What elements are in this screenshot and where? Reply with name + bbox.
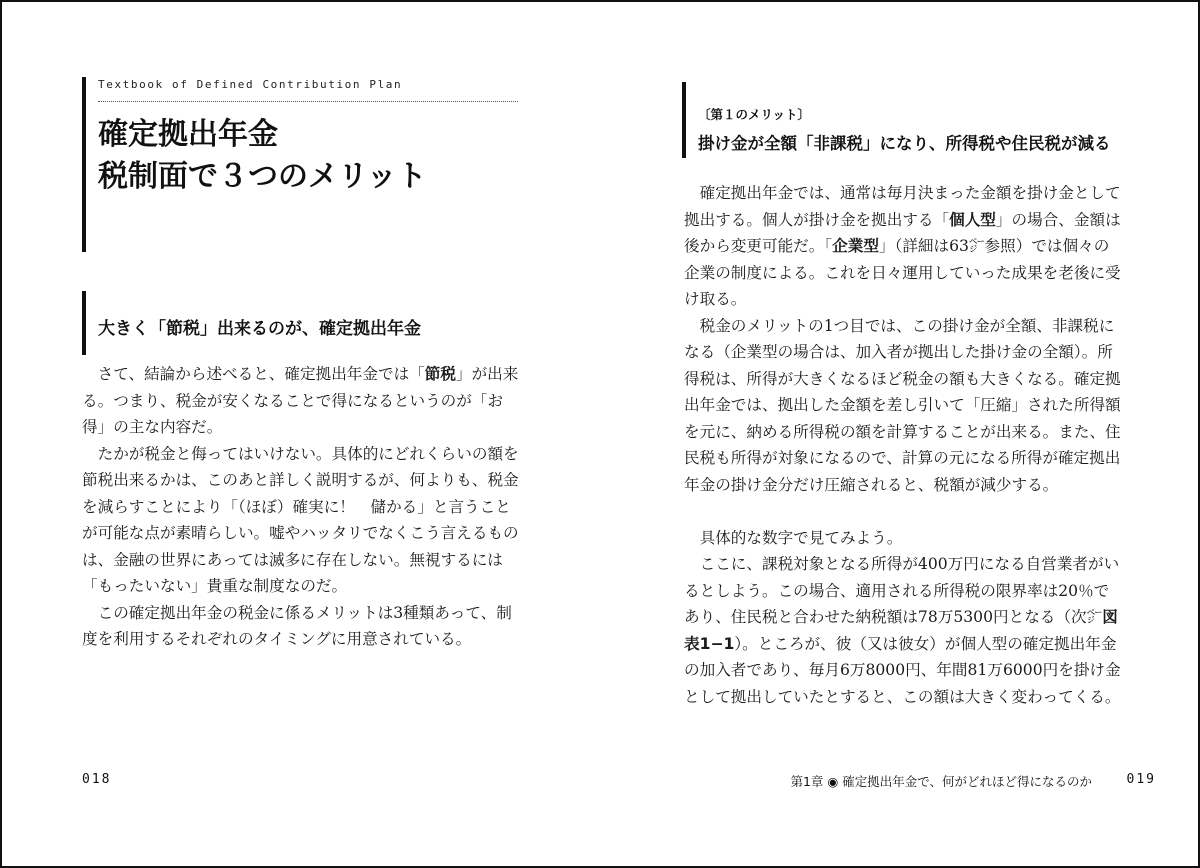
text-line <box>82 388 522 415</box>
text-run: が可能な点が素晴らしい。嘘やハッタリでなくこう言えるもの <box>82 524 519 542</box>
chapter-title-line-1: 確定拠出年金 <box>98 117 278 152</box>
text-run: この確定拠出年金の税金に係るメリットは3種類あって、制 <box>82 603 512 622</box>
text-line <box>684 366 1124 393</box>
page-number: 018 <box>82 772 112 787</box>
text-run: として拠出していたとすると、この額は大きく変わってくる。 <box>684 687 1121 706</box>
text-run: を元に、納める所得税の額を計算することが出来る。また、住 <box>684 422 1121 441</box>
emphasis-term: 個人型 <box>949 210 996 229</box>
running-head: 第1章 ◉ 確定拠出年金で、何がどれほど得になるのか <box>790 774 1092 789</box>
text-run: ここに、課税対象となる所得が400万円になる自営業者がい <box>684 555 1120 573</box>
text-line <box>82 600 522 627</box>
text-line <box>684 286 1124 313</box>
text-line <box>82 494 522 521</box>
emphasis-term: 図 <box>1102 608 1118 626</box>
dotted-rule <box>98 101 518 102</box>
text-run: ）。ところが、彼（又は彼女）が個人型の確定拠出年金 <box>734 634 1117 653</box>
body-text <box>82 361 522 653</box>
text-run: るとしよう。この場合、適用される所得税の限界率は20％で <box>684 581 1110 600</box>
text-line <box>684 233 1124 260</box>
text-line <box>684 339 1124 366</box>
text-run: 」が出来 <box>455 365 519 383</box>
section-heading: 掛け金が全額「非課税」になり、所得税や住民税が減る <box>698 134 1111 153</box>
emphasis-term: 企業型 <box>832 237 879 255</box>
text-line <box>82 441 522 468</box>
text-run: の加入者であり、毎月6万8000円、年間81万6000円を掛け金 <box>684 661 1121 679</box>
text-line <box>82 573 522 600</box>
text-line <box>684 551 1124 578</box>
text-run: 」（詳細は63㌻参照）では個々の <box>878 237 1110 255</box>
text-line <box>684 445 1124 472</box>
text-run: 」の場合、金額は <box>995 210 1121 229</box>
page-number: 019 <box>1126 772 1156 787</box>
text-line <box>684 631 1124 658</box>
text-run: 具体的な数字で見てみよう。 <box>684 528 903 547</box>
text-run: 確定拠出年金では、通常は毎月決まった金額を掛け金として <box>684 184 1121 202</box>
text-run: なる（企業型の場合は、加入者が拠出した掛け金の全額）。所 <box>684 343 1113 361</box>
emphasis-term: 表1−1 <box>684 634 735 653</box>
text-line <box>684 604 1124 631</box>
text-line <box>684 260 1124 287</box>
right-page <box>600 0 1200 868</box>
text-run: 出年金では、拠出した金額を差し引いて「圧縮」された所得額 <box>684 396 1121 414</box>
text-run: 「もったいない」貴重な制度なのだ。 <box>82 577 348 595</box>
text-line <box>684 472 1124 499</box>
text-run: を減らすことにより「（ほぼ）確実に！ 儲かる」と言うこと <box>82 497 511 516</box>
text-run: る。つまり、税金が安くなることで得になるというのが「お <box>82 391 504 410</box>
body-text <box>684 180 1124 710</box>
text-line <box>684 207 1124 234</box>
text-line <box>684 684 1124 711</box>
text-run: 度を利用するそれぞれのタイミングに用意されている。 <box>82 630 472 648</box>
text-run: 企業の制度による。これを日々運用していった成果を老後に受 <box>684 263 1121 282</box>
emphasis-term: 節税 <box>424 365 456 383</box>
text-line <box>82 467 522 494</box>
text-line <box>684 419 1124 446</box>
section-heading: 大きく「節税」出来るのが、確定拠出年金 <box>98 319 421 339</box>
text-run: 得」の主な内容だ。 <box>82 418 223 436</box>
section-accent-bar <box>82 291 86 355</box>
text-line <box>684 525 1124 552</box>
chapter-title-line-2: 税制面で３つのメリット <box>98 159 427 194</box>
text-line <box>684 657 1124 684</box>
text-run: 税金のメリットの1つ目では、この掛け金が全額、非課税に <box>684 316 1115 335</box>
text-line <box>684 498 1124 525</box>
text-run: 拠出する。個人が掛け金を拠出する「 <box>684 210 950 229</box>
series-label: Textbook of Defined Contribution Plan <box>98 78 403 91</box>
text-run: 節税出来るかは、このあと詳しく説明するが、何よりも、税金 <box>82 471 519 489</box>
merit-label: 〔第１のメリット〕 <box>698 107 811 122</box>
text-run: あり、住民税と合わせた納税額は78万5300円となる（次㌻ <box>684 608 1103 626</box>
text-run: さて、結論から述べると、確定拠出年金では「 <box>82 365 425 383</box>
text-line <box>82 361 522 388</box>
text-line <box>684 180 1124 207</box>
chapter-title <box>98 114 427 198</box>
text-run: は、金融の世界にあっては滅多に存在しない。無視するには <box>82 550 503 569</box>
text-run: け取る。 <box>684 290 747 308</box>
text-line <box>82 547 522 574</box>
text-line <box>82 414 522 441</box>
text-run: 得税は、所得が大きくなるほど税金の額も大きくなる。確定拠 <box>684 369 1121 388</box>
text-run: 後から変更可能だ。「 <box>684 237 833 255</box>
section-accent-bar <box>682 82 686 158</box>
text-run: たかが税金と侮ってはいけない。具体的にどれくらいの額を <box>82 444 519 463</box>
text-line <box>684 392 1124 419</box>
text-line <box>684 313 1124 340</box>
text-line <box>684 578 1124 605</box>
title-accent-bar <box>82 77 86 252</box>
text-line <box>82 520 522 547</box>
text-run: 民税も所得が対象になるので、計算の元になる所得が確定拠出 <box>684 449 1121 467</box>
text-line <box>82 626 522 653</box>
text-run: 年金の掛け金分だけ圧縮されると、税額が減少する。 <box>684 475 1059 494</box>
